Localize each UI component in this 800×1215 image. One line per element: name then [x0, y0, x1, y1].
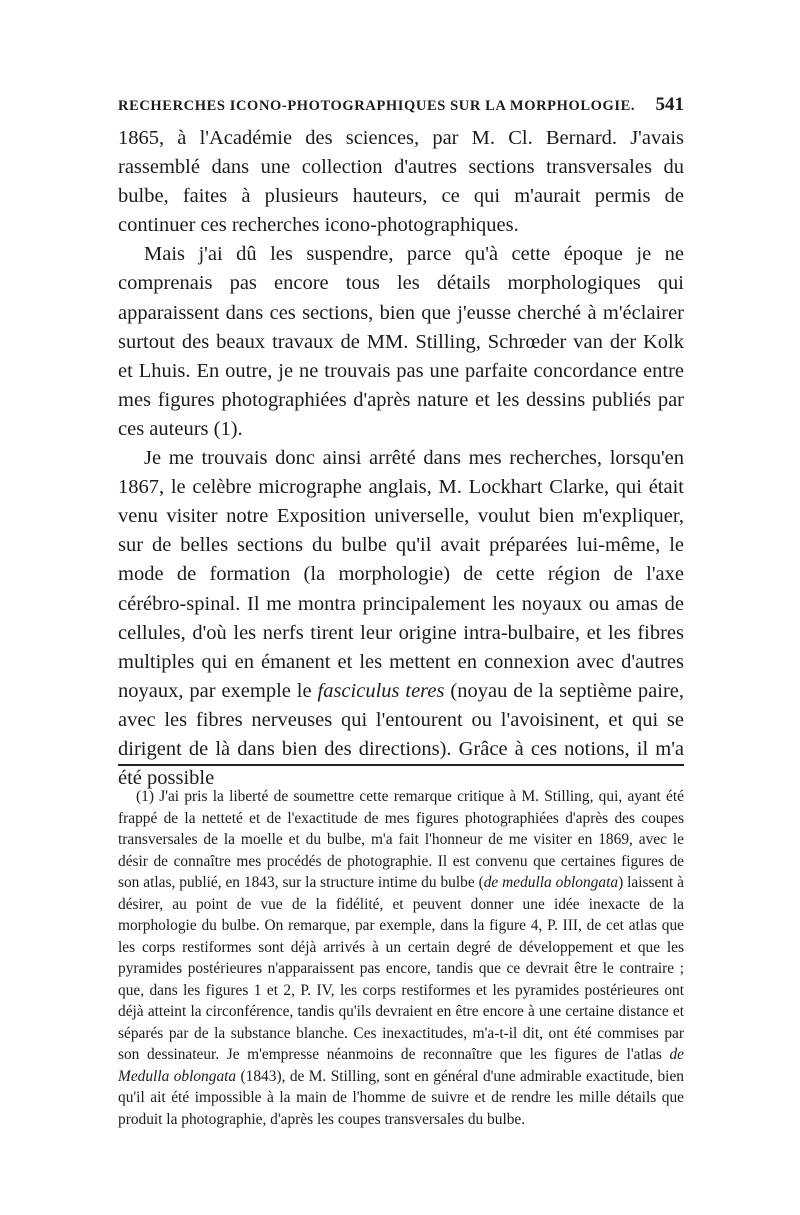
footnote-text-1: (1) J'ai pris la liberté de soumettre cette remarque critique à M. Stilling, qui, ayant été frappé de la netteté et de l'exactitude de mes figures photographiées d'après des coupes transversales de la moelle et du bulbe, m'a fait l'honneur de me visiter en 1869, avec le désir de connaître mes procédés de photographie. Il est convenu que certaines figures de son atlas, publié, en 1843, sur la structure intime du bulbe ( — [118, 788, 684, 891]
footnote-rule — [118, 764, 684, 766]
paragraph-3 — [118, 444, 684, 793]
paragraph-1: 1865, à l'Académie des sciences, par M. Cl. Bernard. J'avais rassemblé dans une collection d'autres sections transversales du bulbe, faites à plusieurs hauteurs, ce qui m'aurait permis de continuer ces recherches icono-photographiques. — [118, 127, 684, 237]
main-text — [118, 124, 684, 793]
paragraph-3-text-b: (noyau de la septième paire, avec les fibres nerveuses qui l'entourent ou l'avoisinent, et qui se dirigent de là dans bien des directions). Grâce à ces notions, il m'a été possible — [118, 679, 685, 790]
footnote — [118, 786, 684, 1130]
page-header — [118, 94, 684, 120]
footnote-italic-1: de medulla oblongata — [483, 874, 619, 891]
paragraph-3-italic: fasciculus teres — [317, 679, 445, 702]
footnote-paragraph — [118, 786, 684, 1130]
paragraph-2: Mais j'ai dû les suspendre, parce qu'à cette époque je ne comprenais pas encore tous les détails morphologiques qui apparaissent dans ces sections, bien que j'eusse cherché à m'éclairer surtout des beaux travaux de MM. Stilling, Schrœder van der Kolk et Lhuis. En outre, je ne trouvais pas une parfaite concordance entre mes figures photographiées d'après nature et les dessins publiés par ces auteurs (1). — [118, 243, 684, 440]
paragraph-3-text-a: Je me trouvais donc ainsi arrêté dans mes recherches, lorsqu'en 1867, le celèbre micrographe anglais, M. Lockhart Clarke, qui était venu visiter notre Exposition universelle, voulut bien m'expliquer, sur de belles sections du bulbe qu'il avait préparées lui-même, le mode de formation (la morphologie) de cette région de l'axe cérébro-spinal. Il me montra principalement les noyaux ou amas de cellules, d'où les nerfs tirent leur origine intra-bulbaire, et les fibres multiples qui en émanent et les mettent en connexion avec d'autres noyaux, par exemple le — [118, 447, 684, 702]
footnote-text-2: ) laissent à désirer, au point de vue de la fidélité, et peuvent donner une idée inexacte de la morphologie du bulbe. On remarque, par exemple, dans la figure 4, P. III, de cet atlas que les corps restiformes sont déjà arrivés à un certain degré de développement et que les pyramides postérieures n'apparaissent pas encore, tandis que ce devrait être le contraire ; que, dans les figures 1 et 2, P. IV, les corps restiformes et les pyramides postérieures ont déjà atteint la circonférence, tandis qu'ils devraient en être encore à une certaine distance et séparés par de la substance blanche. Ces inexactitudes, m'a-t-il dit, ont été commises par son dessinateur. Je m'empresse néanmoins de reconnaître que les figures de l'atlas — [118, 874, 684, 1063]
footnote-italic-2: de Medulla oblongata — [118, 1046, 684, 1085]
running-head: RECHERCHES ICONO-PHOTOGRAPHIQUES SUR LA MORPHOLOGIE. — [118, 98, 636, 114]
page-number: 541 — [655, 94, 684, 115]
footnote-text-3: (1843), de M. Stilling, sont en général d'une admirable exactitude, bien qu'il ait été impossible à la main de l'homme de suivre et de rendre les mille détails que produit la photographie, d'après les coupes transversales du bulbe. — [118, 1067, 684, 1128]
